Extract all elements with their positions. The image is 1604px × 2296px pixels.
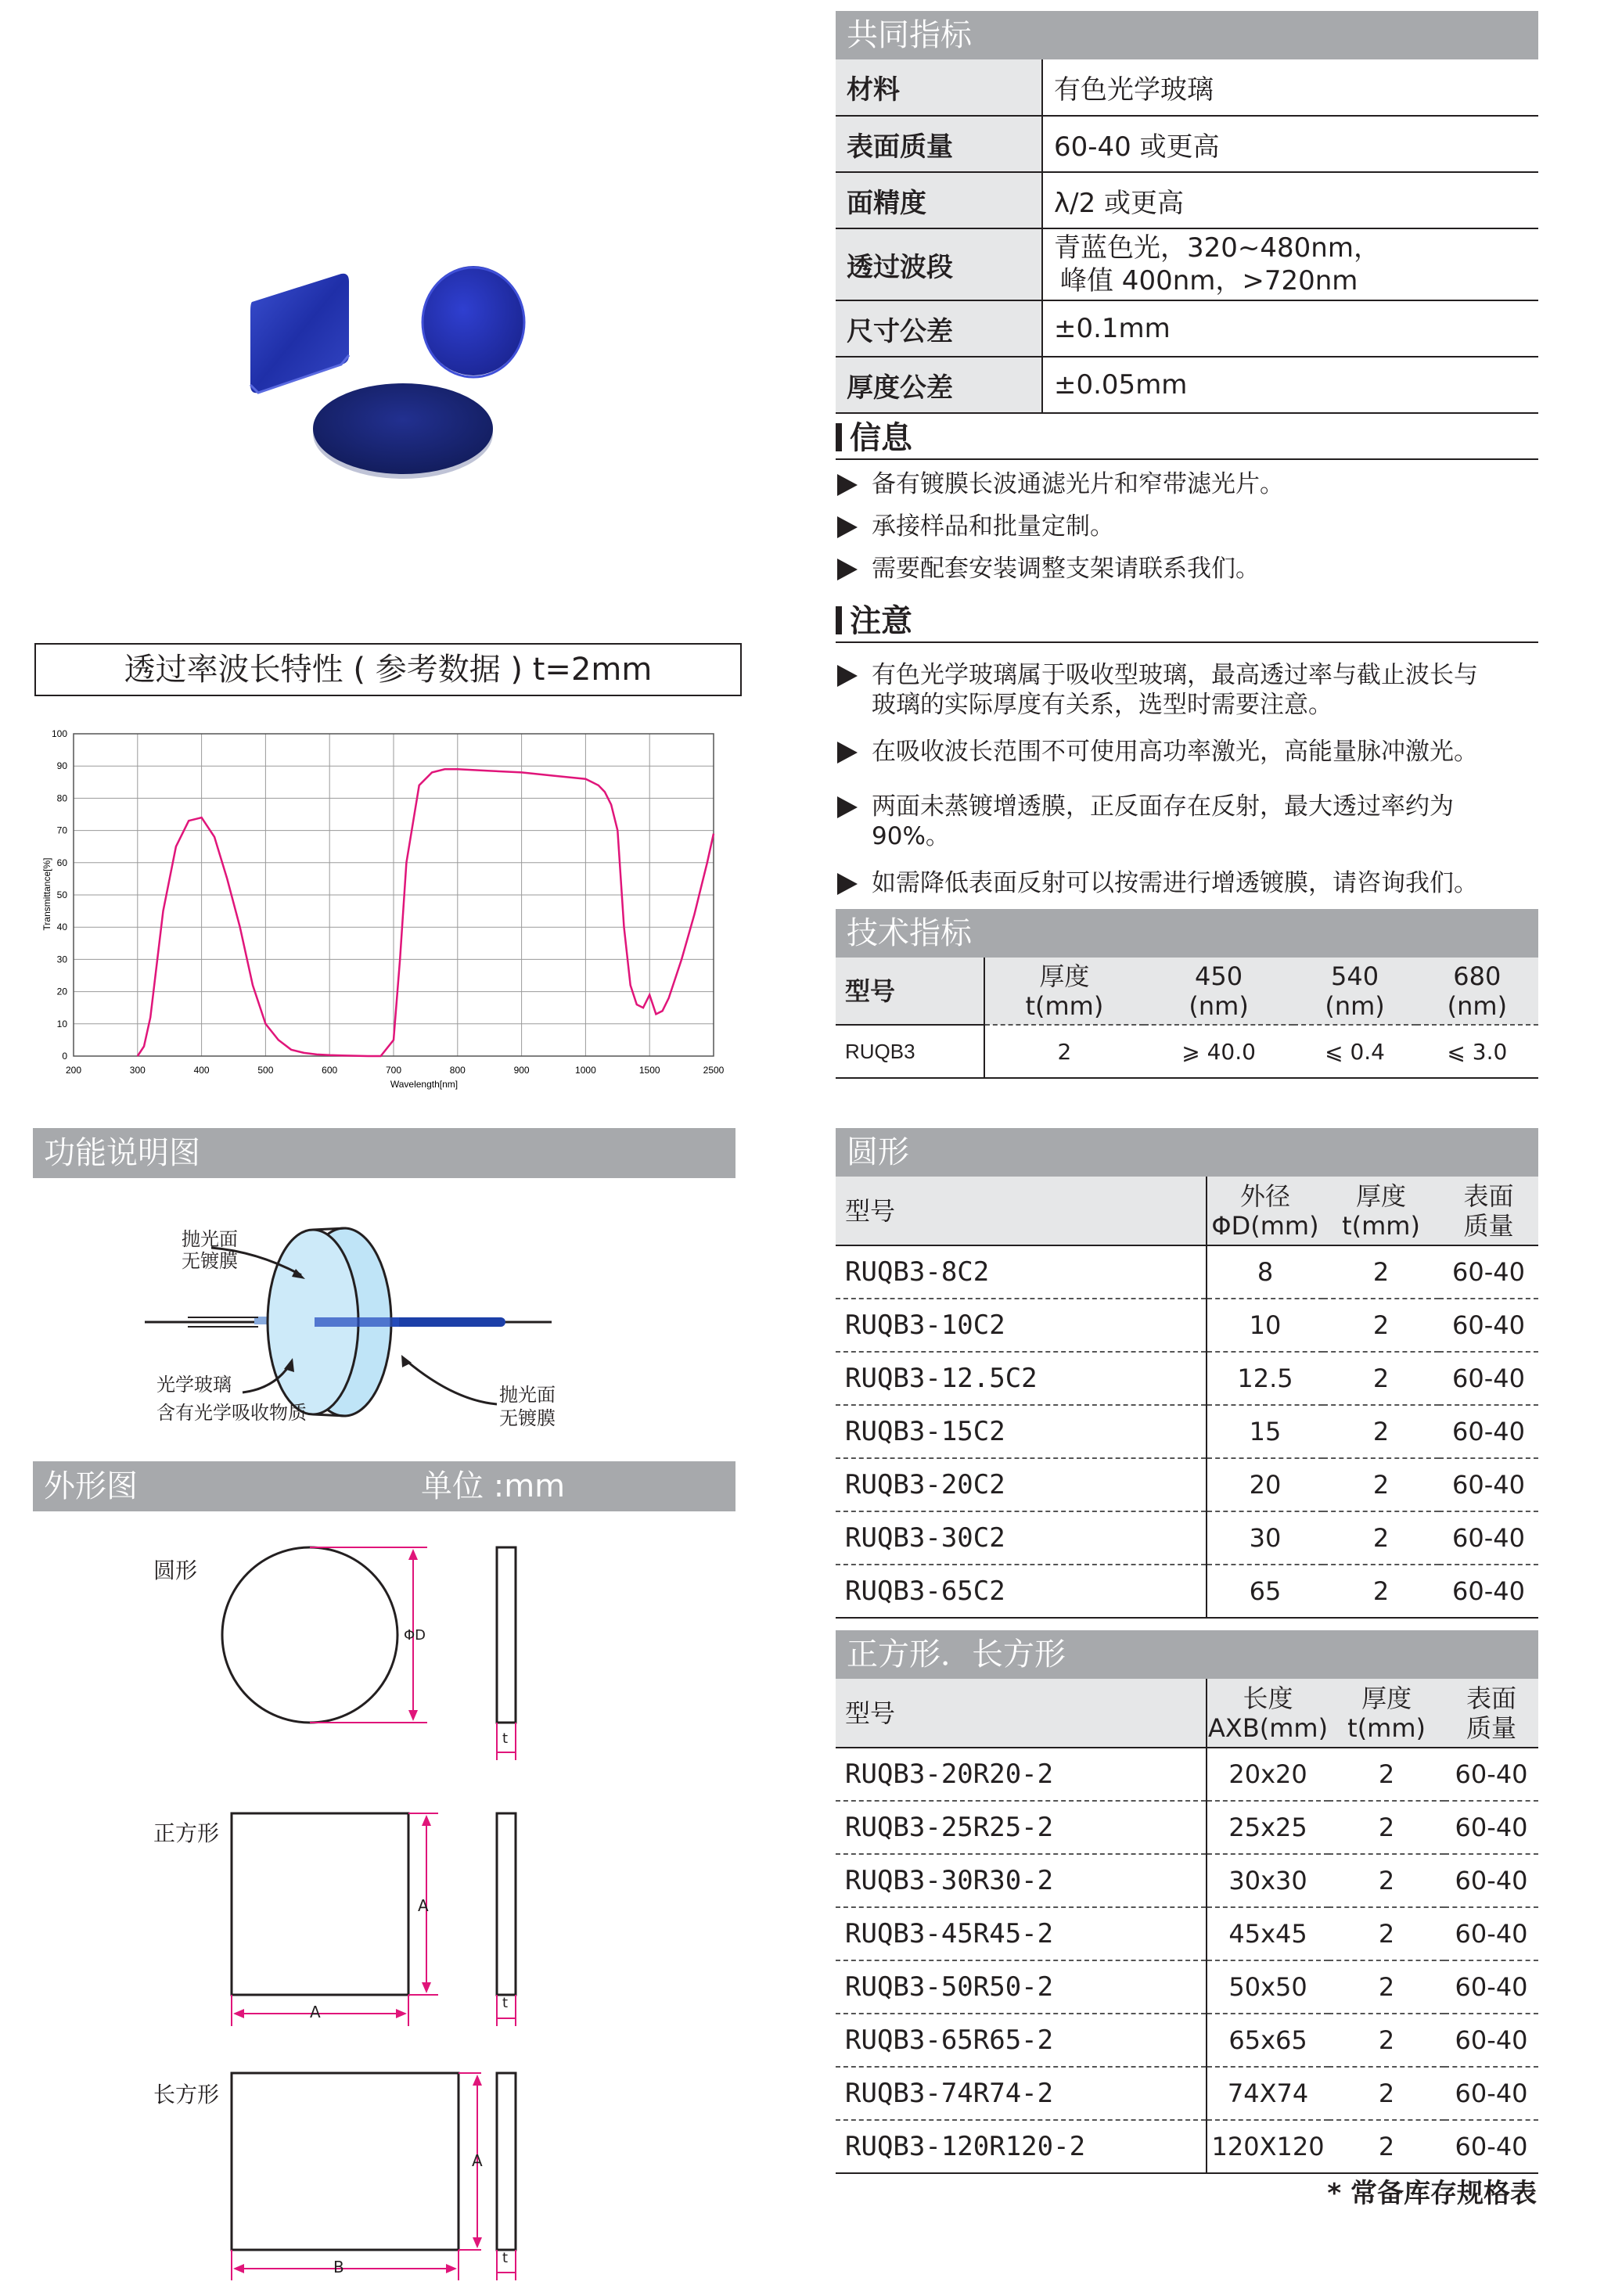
chart-x-tick-label: 1500 — [638, 1065, 660, 1076]
table-row — [836, 1907, 1538, 1960]
col-header-model: 型号 — [836, 1177, 1207, 1245]
value-cell: 60-40 — [1439, 1511, 1538, 1565]
value-cell: 60-40 — [1439, 1405, 1538, 1458]
note-item: 如需降低表面反射可以按需进行增透镀膜，请咨询我们。 — [836, 868, 1538, 898]
square-table — [836, 1679, 1538, 2174]
chart-y-tick-label: 0 — [62, 1051, 67, 1062]
value-cell: 2 — [1323, 1565, 1439, 1618]
chart-x-tick-label: 700 — [385, 1065, 402, 1076]
spec-key: 材料 — [836, 59, 1042, 116]
chart-y-tick-label: 40 — [56, 922, 67, 933]
common-spec-section — [836, 11, 1538, 414]
label-optical-glass: 光学玻璃 含有光学吸收物质 — [156, 1374, 307, 1424]
col-header-model: 型号 — [836, 1679, 1207, 1748]
chart-y-tick-label: 10 — [56, 1018, 67, 1029]
chart-y-tick-label: 20 — [56, 986, 67, 997]
model-cell: RUQB3-30R30-2 — [836, 1854, 1207, 1907]
model-cell: RUQB3-45R45-2 — [836, 1907, 1207, 1960]
function-diagram-header: 功能说明图 — [33, 1128, 735, 1178]
value-cell: 2 — [1329, 1960, 1444, 2014]
value-cell: 2 — [1323, 1511, 1439, 1565]
chart-y-tick-label: 80 — [56, 792, 67, 804]
table-row — [836, 2120, 1538, 2173]
notes-section — [836, 601, 1538, 911]
outline-title: 外形图 — [44, 1468, 138, 1504]
chart-x-tick-label: 900 — [513, 1065, 530, 1076]
chart-x-tick-label: 400 — [193, 1065, 210, 1076]
label-round: 圆形 — [153, 1558, 198, 1583]
tech-spec-section — [836, 909, 1538, 1079]
label-polished-surface-1: 抛光面 无镀膜 — [182, 1228, 238, 1272]
col-header-diameter: 外径 ΦD(mm) — [1207, 1177, 1323, 1245]
label-polished-surface-2: 抛光面 无镀膜 — [499, 1384, 556, 1429]
value-cell: 2 — [1329, 2067, 1444, 2120]
model-cell: RUQB3-30C2 — [836, 1511, 1207, 1565]
note-item: 有色光学玻璃属于吸收型玻璃，最高透过率与截止波长与 玻璃的实际厚度有关系，选型时需要注意。 — [836, 660, 1538, 720]
table-row — [836, 1960, 1538, 2014]
col-header-thickness: 厚度 t(mm) — [984, 958, 1144, 1025]
tech-spec-table — [836, 958, 1538, 1079]
chart-y-tick-label: 50 — [56, 889, 67, 900]
value-cell: 60-40 — [1439, 1245, 1538, 1299]
value-cell: 20x20 — [1207, 1748, 1329, 1801]
table-row — [836, 1511, 1538, 1565]
col-header-thickness: 厚度 t(mm) — [1323, 1177, 1439, 1245]
square-header: 正方形．长方形 — [836, 1630, 1538, 1679]
tech-spec-header: 技术指标 — [836, 909, 1538, 958]
value-cell: 25x25 — [1207, 1801, 1329, 1854]
value-cell: 12.5 — [1207, 1352, 1323, 1405]
value-cell: 60-40 — [1439, 1352, 1538, 1405]
info-list — [836, 469, 1538, 584]
chart-y-tick-label: 70 — [56, 825, 67, 836]
model-cell: RUQB3-50R50-2 — [836, 1960, 1207, 2014]
spec-key: 表面质量 — [836, 116, 1042, 172]
chart-x-tick-label: 500 — [257, 1065, 274, 1076]
value-cell: 74X74 — [1207, 2067, 1329, 2120]
square-section — [836, 1630, 1538, 2174]
value-cell: 2 — [1329, 2120, 1444, 2173]
info-item: 承接样品和批量定制。 — [836, 512, 1538, 541]
value-cell: 8 — [1207, 1245, 1323, 1299]
chart-y-tick-label: 100 — [51, 728, 67, 739]
model-cell: RUQB3-20R20-2 — [836, 1748, 1207, 1801]
value-cell: 2 — [1329, 1854, 1444, 1907]
chart-y-tick-label: 30 — [56, 954, 67, 965]
value-cell: 60-40 — [1444, 1748, 1538, 1801]
table-row — [836, 1748, 1538, 1801]
chart-series-line — [138, 769, 714, 1056]
chart-y-tick-label: 60 — [56, 857, 67, 868]
table-row — [836, 1458, 1538, 1511]
value-cell: 2 — [1329, 1907, 1444, 1960]
table-row — [836, 1299, 1538, 1352]
round-section — [836, 1128, 1538, 1619]
info-section — [836, 418, 1538, 596]
value-cell: 2 — [1323, 1352, 1439, 1405]
value-cell: 10 — [1207, 1299, 1323, 1352]
footnote: * 常备库存规格表 — [1327, 2178, 1537, 2209]
model-cell: RUQB3-20C2 — [836, 1458, 1207, 1511]
value-cell: 30x30 — [1207, 1854, 1329, 1907]
value-cell: 30 — [1207, 1511, 1323, 1565]
label-rect: 长方形 — [153, 2082, 220, 2107]
model-cell: RUQB3-65R65-2 — [836, 2014, 1207, 2067]
col-header-surface: 表面 质量 — [1439, 1177, 1538, 1245]
dim-a-label-rect: A — [472, 2151, 483, 2170]
value-cell: 45x45 — [1207, 1907, 1329, 1960]
chart-y-tick-label: 90 — [56, 760, 67, 772]
common-spec-table — [836, 59, 1538, 414]
col-header-length: 长度 AXB(mm) — [1207, 1679, 1329, 1748]
round-header: 圆形 — [836, 1128, 1538, 1177]
value-cell: 60-40 — [1444, 2067, 1538, 2120]
notes-list — [836, 660, 1538, 898]
spec-value: 60-40 或更高 — [1042, 116, 1538, 172]
chart-x-tick-label: 600 — [322, 1065, 338, 1076]
spec-value: 有色光学玻璃 — [1042, 59, 1538, 116]
model-cell: RUQB3-15C2 — [836, 1405, 1207, 1458]
notes-title: 注意 — [836, 601, 1538, 643]
model-cell: RUQB3-25R25-2 — [836, 1801, 1207, 1854]
chart-title: 透过率波长特性 ( 参考数据 ) t=2mm — [34, 643, 742, 696]
model-cell: RUQB3-10C2 — [836, 1299, 1207, 1352]
spec-key: 厚度公差 — [836, 357, 1042, 413]
outline-drawings — [211, 1533, 540, 2284]
value-cell: 50x50 — [1207, 1960, 1329, 2014]
dim-a-label-vertical: A — [418, 1896, 429, 1915]
table-row — [836, 1565, 1538, 1618]
dim-a-label-horizontal: A — [310, 2003, 321, 2021]
col-header-540: 540 (nm) — [1293, 958, 1415, 1025]
table-row — [836, 1245, 1538, 1299]
value-cell: 2 — [1329, 1748, 1444, 1801]
value-cell: 2 — [1323, 1299, 1439, 1352]
chart-x-tick-label: 300 — [129, 1065, 146, 1076]
info-item: 备有镀膜长波通滤光片和窄带滤光片。 — [836, 469, 1538, 499]
dim-t-label-2: t — [502, 1995, 509, 2011]
value-cell: 2 — [1323, 1458, 1439, 1511]
value-cell: 15 — [1207, 1405, 1323, 1458]
model-cell: RUQB3-12.5C2 — [836, 1352, 1207, 1405]
value-cell: 2 — [1323, 1245, 1439, 1299]
table-row — [836, 2014, 1538, 2067]
model-cell: RUQB3-120R120-2 — [836, 2120, 1207, 2173]
outline-header — [33, 1461, 735, 1511]
col-header-680: 680 (nm) — [1416, 958, 1538, 1025]
value-cell: 60-40 — [1444, 1960, 1538, 2014]
chart-x-tick-label: 2500 — [703, 1065, 725, 1076]
product-photo — [235, 258, 548, 493]
value-cell: 60-40 — [1444, 1854, 1538, 1907]
chart-ylabel: Transmittance[%] — [41, 857, 52, 931]
dim-t-label-3: t — [502, 2250, 509, 2266]
spec-value: ±0.1mm — [1042, 300, 1538, 357]
value-cell: 60-40 — [1439, 1565, 1538, 1618]
round-table — [836, 1177, 1538, 1619]
spec-key: 透过波段 — [836, 228, 1042, 300]
col-header-surface: 表面 质量 — [1444, 1679, 1538, 1748]
table-row — [836, 1801, 1538, 1854]
chart-x-tick-label: 1000 — [575, 1065, 596, 1076]
table-row: RUQB3 2 ⩾ 40.0 ⩽ 0.4 ⩽ 3.0 — [836, 1025, 1538, 1078]
spec-value: 青蓝色光，320~480nm， 峰值 400nm，>720nm — [1042, 228, 1538, 300]
spec-value: ±0.05mm — [1042, 357, 1538, 413]
value-cell: 2 — [1329, 2014, 1444, 2067]
note-item: 两面未蒸镀增透膜，正反面存在反射，最大透过率约为 90%。 — [836, 792, 1538, 851]
outline-unit: 单位 :mm — [421, 1468, 566, 1504]
model-cell: RUQB3-74R74-2 — [836, 2067, 1207, 2120]
common-spec-header: 共同指标 — [836, 11, 1538, 59]
value-cell: 65x65 — [1207, 2014, 1329, 2067]
value-cell: 2 — [1323, 1405, 1439, 1458]
model-cell: RUQB3-8C2 — [836, 1245, 1207, 1299]
dim-t-label-1: t — [502, 1730, 509, 1747]
chart-x-tick-label: 200 — [65, 1065, 82, 1076]
spec-key: 尺寸公差 — [836, 300, 1042, 357]
table-row — [836, 2067, 1538, 2120]
info-title: 信息 — [836, 418, 1538, 460]
value-cell: 2 — [1329, 1801, 1444, 1854]
spec-key: 面精度 — [836, 172, 1042, 228]
model-cell: RUQB3-65C2 — [836, 1565, 1207, 1618]
note-item: 在吸收波长范围不可使用高功率激光，高能量脉冲激光。 — [836, 737, 1538, 767]
info-item: 需要配套安装调整支架请联系我们。 — [836, 554, 1538, 584]
label-square: 正方形 — [153, 1820, 220, 1846]
col-header-450: 450 (nm) — [1144, 958, 1294, 1025]
spec-value: λ/2 或更高 — [1042, 172, 1538, 228]
value-cell: 60-40 — [1444, 1801, 1538, 1854]
dim-d-label: ΦD — [404, 1627, 426, 1644]
value-cell: 20 — [1207, 1458, 1323, 1511]
col-header-model: 型号 — [836, 958, 984, 1025]
value-cell: 60-40 — [1444, 2120, 1538, 2173]
value-cell: 60-40 — [1439, 1299, 1538, 1352]
table-row — [836, 1352, 1538, 1405]
table-row — [836, 1405, 1538, 1458]
chart-x-tick-label: 800 — [449, 1065, 466, 1076]
col-header-thickness: 厚度 t(mm) — [1329, 1679, 1444, 1748]
value-cell: 60-40 — [1439, 1458, 1538, 1511]
value-cell: 120X120 — [1207, 2120, 1329, 2173]
value-cell: 65 — [1207, 1565, 1323, 1618]
value-cell: 60-40 — [1444, 2014, 1538, 2067]
table-row — [836, 1854, 1538, 1907]
transmittance-chart — [31, 720, 735, 1103]
dim-b-label: B — [333, 2258, 344, 2276]
value-cell: 60-40 — [1444, 1907, 1538, 1960]
chart-xlabel: Wavelength[nm] — [390, 1079, 459, 1090]
